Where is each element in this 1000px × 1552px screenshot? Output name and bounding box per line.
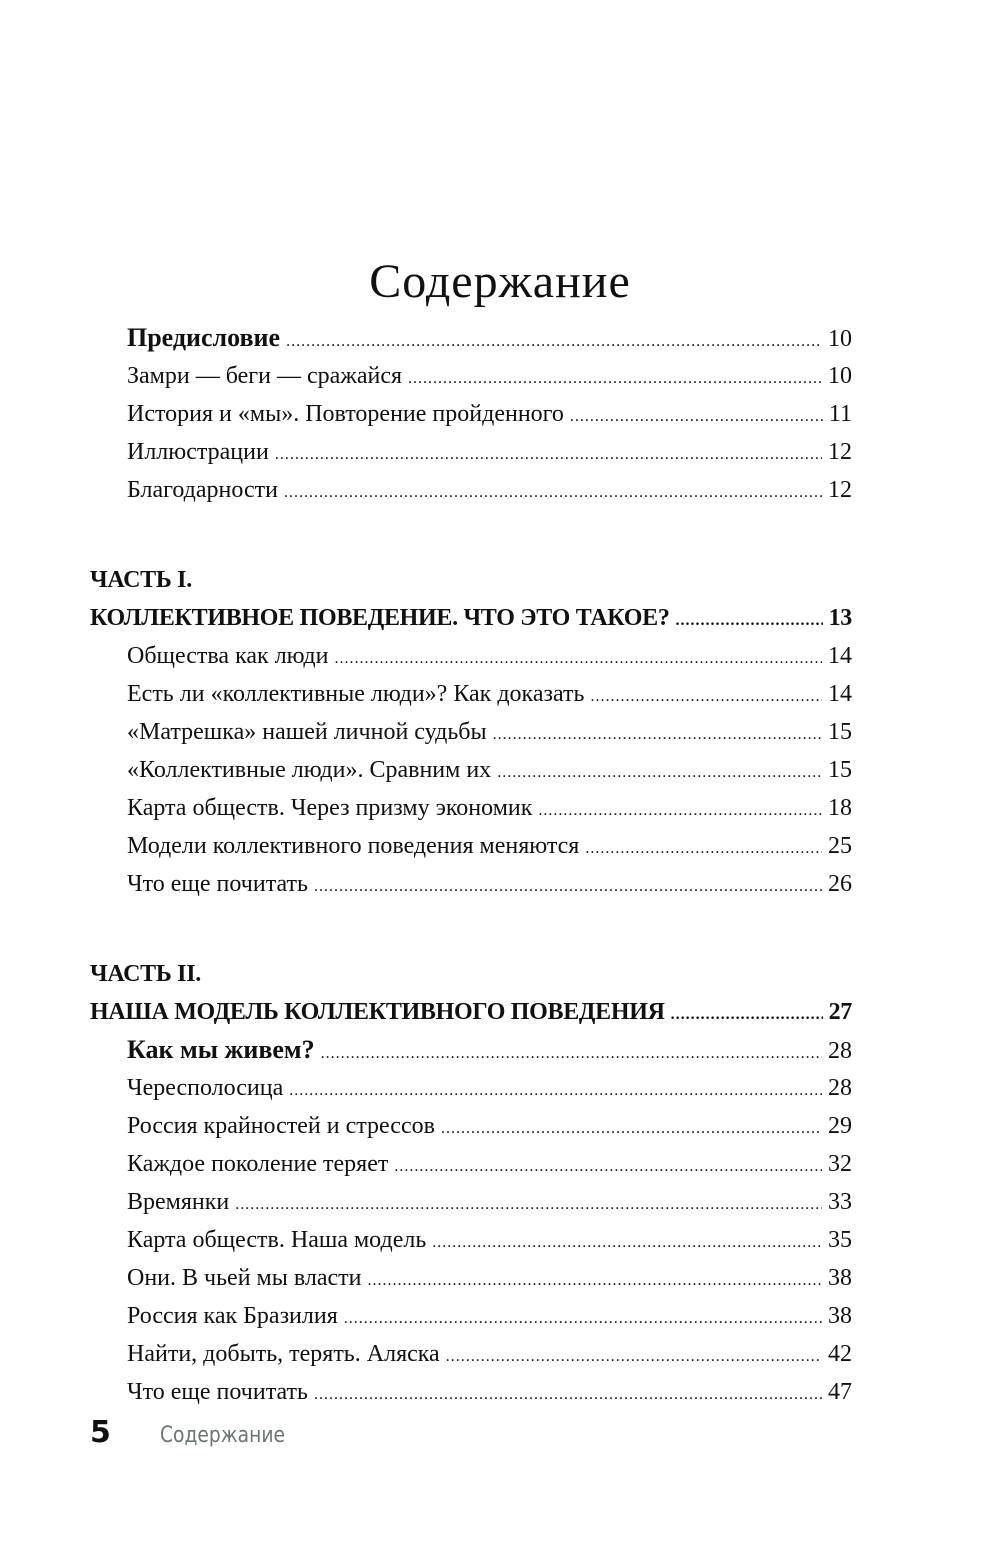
toc-entry-title: Карта обществ. Наша модель xyxy=(127,1227,427,1253)
toc-page-number: 12 xyxy=(828,439,852,465)
toc-entry-title: Россия крайностей и стрессов xyxy=(127,1113,435,1139)
toc-entry-title: Найти, добыть, терять. Аляска xyxy=(127,1341,440,1367)
toc-entry[interactable] xyxy=(90,827,852,865)
toc-page-number: 28 xyxy=(828,1038,852,1064)
running-title: Содержание xyxy=(160,1423,286,1448)
toc-entry[interactable] xyxy=(90,433,852,471)
dot-leader xyxy=(394,1148,822,1186)
dot-leader xyxy=(446,1338,822,1376)
toc-entry-title: Карта обществ. Через призму экономик xyxy=(127,795,533,821)
toc-page-number: 29 xyxy=(828,1113,852,1139)
toc-entry-title: Времянки xyxy=(127,1189,230,1215)
toc-entry[interactable] xyxy=(90,1145,852,1183)
toc-entry[interactable] xyxy=(90,1373,852,1411)
toc-entry[interactable] xyxy=(90,599,852,637)
toc-entry[interactable] xyxy=(90,993,852,1031)
toc-entry[interactable] xyxy=(90,675,852,713)
dot-leader xyxy=(408,360,822,398)
toc-entry-title: НАША МОДЕЛЬ КОЛЛЕКТИВНОГО ПОВЕДЕНИЯ xyxy=(90,999,665,1025)
toc-entry[interactable] xyxy=(90,1069,852,1107)
toc-entry-title: Замри — беги — сражайся xyxy=(127,363,403,389)
dot-leader xyxy=(441,1110,822,1148)
toc-entry[interactable] xyxy=(90,1107,852,1145)
toc-page-number: 35 xyxy=(828,1227,852,1253)
dot-leader xyxy=(493,716,822,754)
toc-page-number: 42 xyxy=(828,1341,852,1367)
dot-leader xyxy=(590,678,822,716)
toc-entry[interactable] xyxy=(90,1183,852,1221)
toc-entry[interactable] xyxy=(90,561,852,599)
toc-page-number: 13 xyxy=(828,605,852,631)
toc-page-number: 18 xyxy=(828,795,852,821)
toc-entry-title: Модели коллективного поведения меняются xyxy=(127,833,580,859)
toc-entry-title: Предисловие xyxy=(127,323,281,352)
toc-page-number: 15 xyxy=(828,719,852,745)
toc-entry-title: Каждое поколение теряет xyxy=(127,1151,389,1177)
toc-entry-title: История и «мы». Повторение пройденного xyxy=(127,401,564,427)
toc-page-number: 26 xyxy=(828,871,852,897)
dot-leader xyxy=(344,1300,822,1338)
dot-leader xyxy=(334,640,822,678)
toc-entry[interactable] xyxy=(90,357,852,395)
toc-entry-title: «Коллективные люди». Сравним их xyxy=(127,757,492,783)
dot-leader xyxy=(432,1224,822,1262)
toc-entry[interactable] xyxy=(90,1259,852,1297)
dot-leader xyxy=(284,474,822,512)
dot-leader xyxy=(314,868,822,906)
dot-leader xyxy=(367,1262,822,1300)
toc-page-number: 12 xyxy=(828,477,852,503)
dot-leader xyxy=(676,602,823,640)
toc-page-number: 38 xyxy=(828,1265,852,1291)
toc-entry[interactable] xyxy=(90,1335,852,1373)
toc-page-number: 15 xyxy=(828,757,852,783)
toc-page-number: 25 xyxy=(828,833,852,859)
dot-leader xyxy=(314,1376,822,1414)
toc-entry-title: Иллюстрации xyxy=(127,439,269,465)
table-of-contents xyxy=(90,319,852,1411)
toc-entry[interactable] xyxy=(90,395,852,433)
toc-entry-title: Россия как Бразилия xyxy=(127,1303,338,1329)
dot-leader xyxy=(671,996,823,1034)
toc-entry-title: ЧАСТЬ I. xyxy=(90,567,192,593)
toc-page-number: 33 xyxy=(828,1189,852,1215)
toc-page-number: 11 xyxy=(828,401,852,427)
dot-leader xyxy=(235,1186,822,1224)
toc-entry-title: Общества как люди xyxy=(127,643,329,669)
toc-entry[interactable] xyxy=(90,955,852,993)
toc-entry-title: Как мы живем? xyxy=(127,1035,315,1064)
toc-entry[interactable] xyxy=(90,1221,852,1259)
dot-leader xyxy=(570,398,823,436)
toc-page-number: 14 xyxy=(828,643,852,669)
toc-entry[interactable] xyxy=(90,789,852,827)
toc-entry[interactable] xyxy=(90,713,852,751)
toc-page-number: 14 xyxy=(828,681,852,707)
dot-leader xyxy=(321,1035,822,1073)
toc-entry-title: Они. В чьей мы власти xyxy=(127,1265,362,1291)
toc-page-number: 10 xyxy=(828,326,852,352)
toc-entry-title: Что еще почитать xyxy=(127,1379,308,1405)
toc-entry[interactable] xyxy=(90,637,852,675)
toc-entry-title: «Матрешка» нашей личной судьбы xyxy=(127,719,487,745)
dot-leader xyxy=(275,436,822,474)
toc-page-number: 38 xyxy=(828,1303,852,1329)
toc-entry-title: Благодарности xyxy=(127,477,278,503)
toc-entry-title: Что еще почитать xyxy=(127,871,308,897)
toc-page-number: 47 xyxy=(828,1379,852,1405)
toc-entry[interactable] xyxy=(90,471,852,509)
toc-page-number: 28 xyxy=(828,1075,852,1101)
page-number: 5 xyxy=(90,1415,111,1450)
toc-entry[interactable] xyxy=(90,751,852,789)
dot-leader xyxy=(497,754,822,792)
toc-entry-title: Чересполосица xyxy=(127,1075,284,1101)
page-title: Содержание xyxy=(369,255,631,309)
toc-entry-title: ЧАСТЬ II. xyxy=(90,961,201,987)
toc-entry[interactable] xyxy=(90,865,852,903)
dot-leader xyxy=(289,1072,822,1110)
toc-entry-title: Есть ли «коллективные люди»? Как доказать xyxy=(127,681,585,707)
dot-leader xyxy=(538,792,822,830)
toc-page-number: 32 xyxy=(828,1151,852,1177)
dot-leader xyxy=(585,830,822,868)
page-footer xyxy=(90,1415,307,1450)
toc-page-number: 27 xyxy=(828,999,852,1025)
toc-entry[interactable] xyxy=(90,1297,852,1335)
toc-page-number: 10 xyxy=(828,363,852,389)
toc-entry[interactable] xyxy=(90,319,852,357)
toc-entry[interactable] xyxy=(90,1031,852,1069)
toc-entry-title: КОЛЛЕКТИВНОЕ ПОВЕДЕНИЕ. ЧТО ЭТО ТАКОЕ? xyxy=(90,605,670,631)
dot-leader xyxy=(286,323,822,361)
